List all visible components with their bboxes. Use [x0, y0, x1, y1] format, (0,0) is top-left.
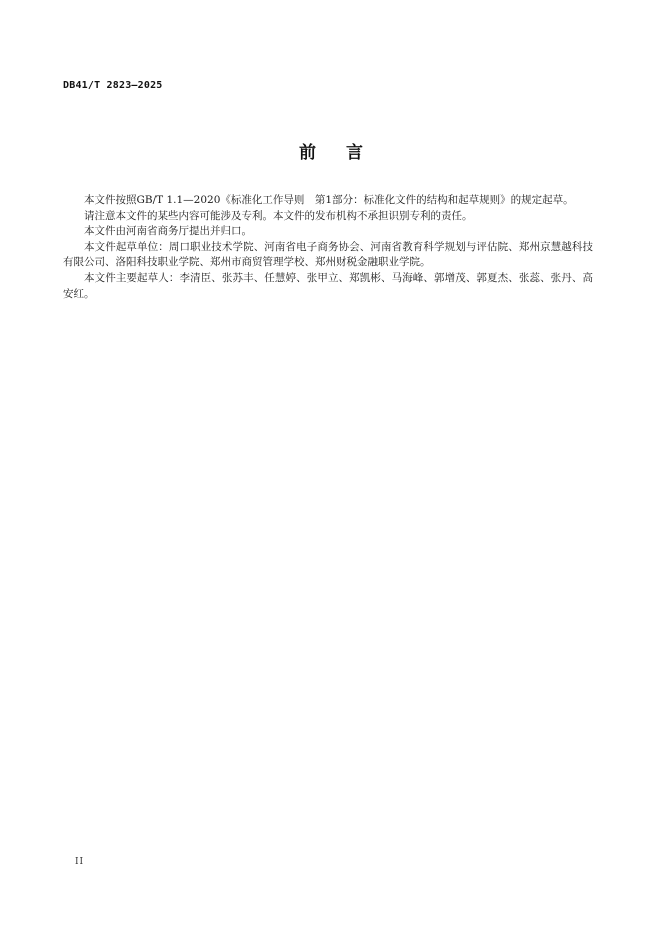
- paragraph-proposer: 本文件由河南省商务厅提出并归口。: [84, 225, 252, 238]
- paragraph-drafting-units: 本文件起草单位：周口职业技术学院、河南省电子商务协会、河南省教育科学规划与评估院、郑州京慧越科技有限公司、洛阳科技职业学院、郑州市商贸管理学校、郑州财税金融职业学院。: [63, 240, 593, 269]
- page-number: II: [75, 857, 85, 867]
- section-title: 前言: [299, 143, 393, 163]
- document-code: DB41/T 2823—2025: [63, 80, 163, 91]
- paragraph-patent-notice: 请注意本文件的某些内容可能涉及专利。本文件的发布机构不承担识别专利的责任。: [84, 209, 473, 222]
- paragraph-main-drafters: 本文件主要起草人：李清臣、张苏丰、任慧婷、张甲立、郑凯彬、马海峰、郭增茂、郭夏杰、张蕊、张丹、高安红。: [63, 271, 593, 300]
- paragraph-drafting-rules: 本文件按照GB/T 1.1—2020《标准化工作导则 第1部分：标准化文件的结构和起草规则》的规定起草。: [84, 194, 574, 206]
- foreword-body: [63, 193, 593, 302]
